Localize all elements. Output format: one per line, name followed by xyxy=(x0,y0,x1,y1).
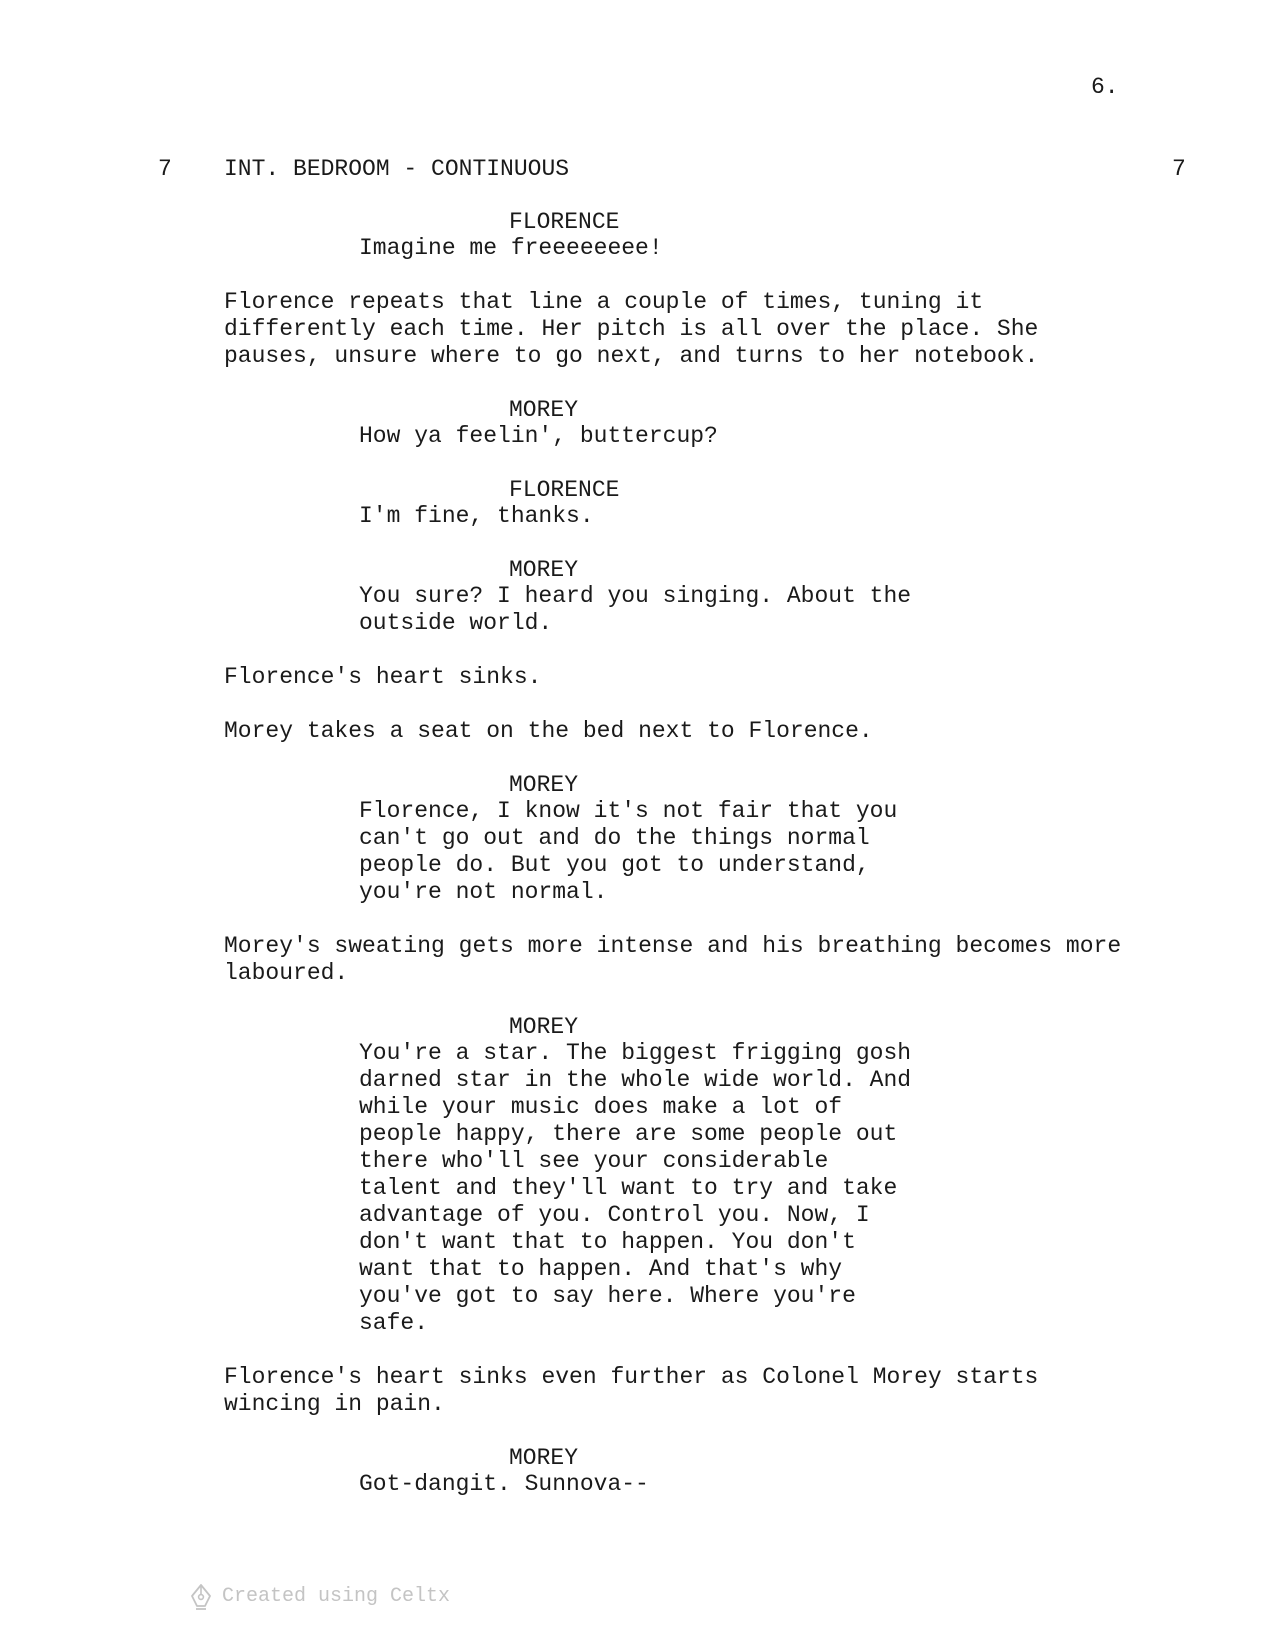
dialogue: Imagine me freeeeeeee! xyxy=(359,235,663,261)
character-name: MOREY xyxy=(509,397,579,423)
page-number: 6. xyxy=(1091,74,1119,100)
scene-number-right: 7 xyxy=(1172,156,1186,182)
footer-watermark xyxy=(190,1584,450,1610)
character-name: FLORENCE xyxy=(509,209,620,235)
character-name: MOREY xyxy=(509,557,579,583)
scene-number-left: 7 xyxy=(158,156,172,182)
character-name: MOREY xyxy=(509,1014,579,1040)
action-line: Morey takes a seat on the bed next to Florence. xyxy=(224,718,873,744)
dialogue: I'm fine, thanks. xyxy=(359,503,594,529)
character-name: FLORENCE xyxy=(509,477,620,503)
action-line: Florence repeats that line a couple of times, tuning it differently each time. Her pitch is all over the place. She pauses, unsure where to go next, and turns to her notebook. xyxy=(224,289,1053,369)
footer-text: Created using Celtx xyxy=(222,1585,451,1608)
character-name: MOREY xyxy=(509,1445,579,1471)
dialogue: You sure? I heard you singing. About the outside world. xyxy=(359,583,925,636)
dialogue: How ya feelin', buttercup? xyxy=(359,423,718,449)
action-line: Morey's sweating gets more intense and his breathing becomes more laboured. xyxy=(224,933,1135,986)
scene-heading-text: INT. BEDROOM - CONTINUOUS xyxy=(224,156,570,182)
script-body xyxy=(0,209,1275,1498)
action-line: Florence's heart sinks even further as Colonel Morey starts wincing in pain. xyxy=(224,1364,1053,1417)
dialogue: You're a star. The biggest frigging gosh darned star in the whole wide world. And while your music does make a lot of people happy, there are some people out there who'll see your considerable talent and they'll want to try and take advantage of you. Control you. Now, I don't want that to happen. You don't want that to happen. And that's why you've got to say here. Where you're safe. xyxy=(359,1040,925,1336)
dialogue: Got-dangit. Sunnova-- xyxy=(359,1471,649,1497)
dialogue: Florence, I know it's not fair that you can't go out and do the things normal people do. But you got to understand, you're not normal. xyxy=(359,798,912,905)
character-name: MOREY xyxy=(509,772,579,798)
pen-nib-icon xyxy=(190,1584,212,1610)
scene-heading xyxy=(0,156,1275,182)
action-line: Florence's heart sinks. xyxy=(224,664,542,690)
